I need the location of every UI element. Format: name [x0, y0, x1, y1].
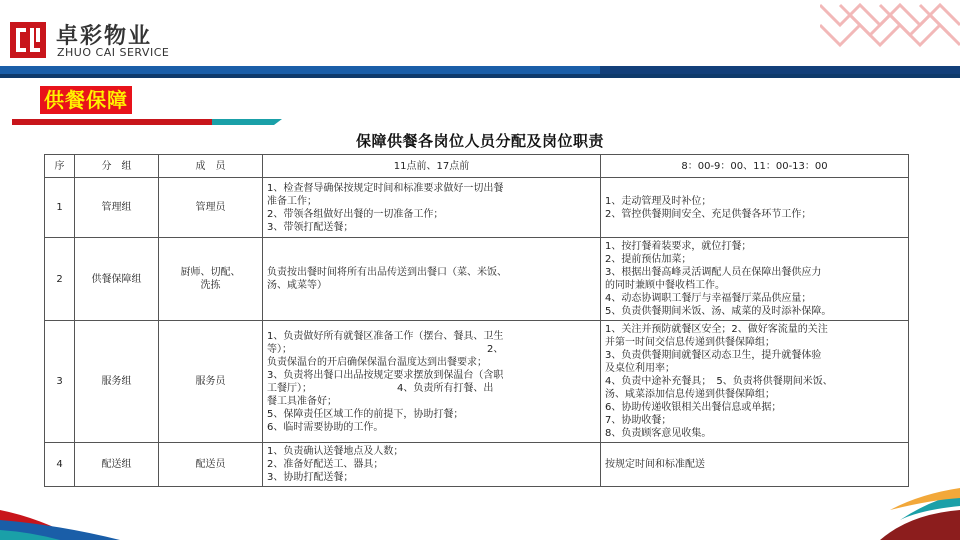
row-before-duties [263, 238, 601, 321]
document-title: 保障供餐各岗位人员分配及岗位职责 [355, 132, 604, 150]
duty-line: 2、带领各组做好出餐的一切准备工作； [267, 208, 444, 220]
member-line: 厨师、切配、 [180, 267, 241, 278]
header-group: 分 组 [75, 155, 159, 178]
duty-line: 5、负责供餐期间米饭、汤、咸菜的及时添补保障。 [605, 306, 832, 317]
duty-line: 5、保障责任区域工作的前提下，协助打餐； [267, 408, 464, 420]
brand-name-cn: 卓彩物业 [56, 24, 153, 49]
duty-line: 1、检查督导确保按规定时间和标准要求做好一切出餐 [267, 182, 504, 194]
row-member: 管理员 [159, 178, 263, 238]
company-logo-icon [10, 22, 46, 58]
table-header-row [45, 155, 909, 178]
row-no: 2 [45, 238, 75, 321]
duty-line: 4、负责中途补充餐具； 5、负责将供餐期间米饭、 [605, 376, 833, 387]
header-decorative-pattern [820, 0, 960, 60]
row-no: 1 [45, 178, 75, 238]
row-before-duties [263, 321, 601, 443]
brand-name-en: ZHUO CAI SERVICE [57, 46, 170, 59]
duty-line: 7、协助收餐； [605, 415, 672, 426]
duty-line: 汤、咸菜添加信息传递到供餐保障组； [605, 389, 775, 400]
duty-line: 餐工具准备好； [267, 395, 337, 407]
duty-line: 3、根据出餐高峰灵活调配人员在保障出餐供应力 [605, 267, 822, 278]
duty-line: 并第一时间交信息传递到供餐保障组； [605, 337, 775, 348]
duty-line: 6、协助传递收银相关出餐信息或单据； [605, 402, 782, 413]
duty-line: 3、协助打配送餐； [267, 472, 354, 483]
duty-line: 6、临时需要协助的工作。 [267, 421, 384, 433]
header-no: 序 [45, 155, 75, 178]
row-member: 配送员 [159, 443, 263, 487]
duty-line: 2、管控供餐期间安全、充足供餐各环节工作； [605, 208, 812, 220]
section-title: 供餐保障 [40, 86, 132, 114]
duty-line: 及桌位利用率； [605, 363, 675, 374]
row-group: 服务组 [75, 321, 159, 443]
duty-line: 工餐厅）； 4、负责所有打餐、出 [267, 382, 494, 394]
duty-line: 1、负责确认送餐地点及人数； [267, 446, 404, 457]
duty-line: 负责按出餐时间将所有出品传送到出餐口（菜、米饭、 [267, 267, 507, 278]
row-during-duties [601, 238, 909, 321]
duty-line: 的同时兼顾中餐收档工作。 [605, 280, 725, 291]
row-group: 管理组 [75, 178, 159, 238]
section-title-underline [12, 117, 282, 127]
duty-line: 按规定时间和标准配送 [605, 459, 705, 470]
duty-line: 2、准备好配送工、器具； [267, 459, 384, 470]
duty-line: 负责保温台的开启确保保温台温度达到出餐要求； [267, 356, 487, 368]
duty-line: 1、走动管理及时补位； [605, 195, 712, 207]
header-during: 8：00-9：00、11：00-13：00 [601, 155, 909, 178]
row-group: 配送组 [75, 443, 159, 487]
duty-line: 1、负责做好所有就餐区准备工作（摆台、餐具、卫生 [267, 330, 504, 342]
row-during-duties [601, 321, 909, 443]
table-row [45, 321, 909, 443]
row-no: 4 [45, 443, 75, 487]
row-before-duties [263, 178, 601, 238]
header-member: 成 员 [159, 155, 263, 178]
member-line: 洗拣 [200, 280, 221, 291]
header-color-bar [0, 66, 960, 78]
duty-line: 汤、咸菜等） [267, 280, 327, 291]
duty-table [44, 154, 909, 487]
duty-line: 准备工作； [267, 195, 317, 207]
duty-line: 1、关注并预防就餐区安全；2、做好客流量的关注 [605, 324, 828, 335]
duty-line: 3、负责将出餐口出品按规定要求摆放到保温台（含职 [267, 369, 504, 381]
duty-line: 2、提前预估加菜； [605, 254, 692, 265]
row-during-duties [601, 178, 909, 238]
duty-line: 4、动态协调职工餐厅与幸福餐厅菜品供应量； [605, 293, 812, 304]
row-no: 3 [45, 321, 75, 443]
duty-line: 等）； 2、 [267, 343, 504, 355]
table-row [45, 178, 909, 238]
footer-decorative-waves [0, 480, 960, 540]
duty-line: 1、按打餐着装要求，就位打餐； [605, 241, 752, 252]
header-before: 11点前、17点前 [263, 155, 601, 178]
duty-line: 3、带领打配送餐； [267, 221, 354, 233]
row-member: 服务员 [159, 321, 263, 443]
duty-line: 8、负责顾客意见收集。 [605, 428, 712, 439]
row-group: 供餐保障组 [75, 238, 159, 321]
table-row [45, 238, 909, 321]
row-member [159, 238, 263, 321]
duty-line: 3、负责供餐期间就餐区动态卫生，提升就餐体验 [605, 350, 822, 361]
